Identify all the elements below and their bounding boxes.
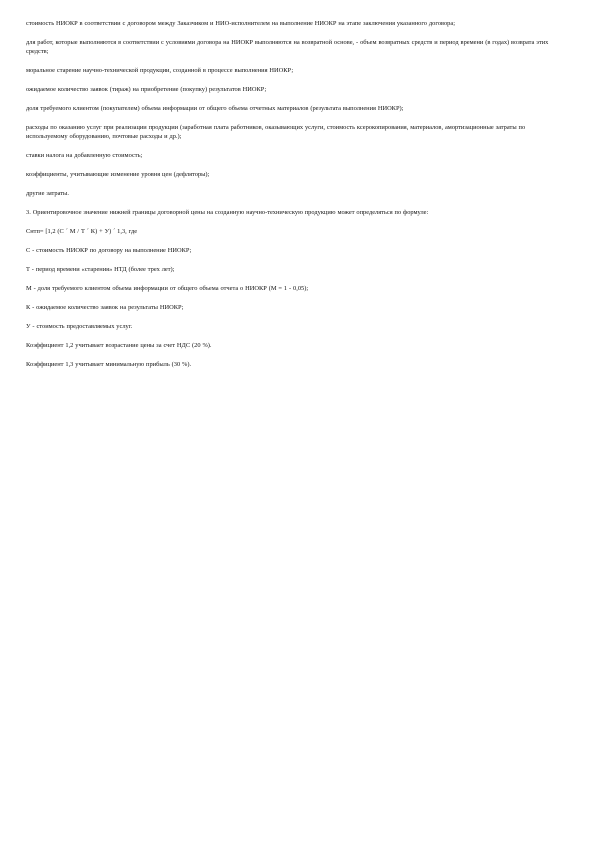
paragraph-coefficient-profit: Коэффициент 1,3 учитывает минимальную прибыль (30 %). <box>26 361 192 368</box>
paragraph-expected-orders: ожидаемое количество заявок (тираж) на приобретение (покупку) результатов НИОКР; <box>26 86 267 93</box>
paragraph-other-costs: другие затраты. <box>26 190 69 197</box>
paragraph-price-formula-intro: 3. Ориентировочное значение нижней границы договорной цены на созданную научно-техническую продукцию может определяться по формуле: <box>26 209 429 216</box>
paragraph-returnable-funds: для работ, которые выполняются в соответствии с условиями договора на НИОКР выполняются на возвратной основе, - объем возвратных средств и период времени (в годах) возврата этих средств; <box>26 39 549 55</box>
paragraph-service-expenses: расходы по оказанию услуг при реализации продукции (заработная плата работников, оказывающих услуги, стоимость ксерокопирования, материалов, амортизационные затраты по используемому оборудованию, почтовые расходы и др.); <box>26 124 526 140</box>
paragraph-contract-cost: стоимость НИОКР в соответствии с договором между Заказчиком и НИО-исполнителем на выполнение НИОКР на этапе заключения указанного договора; <box>26 20 455 27</box>
paragraph-vat-rates: ставки налога на добавленную стоимость; <box>26 152 143 159</box>
paragraph-definition-u: У - стоимость предоставляемых услуг. <box>26 323 133 330</box>
paragraph-deflators: коэффициенты, учитывающие изменение уровня цен (дефляторы); <box>26 171 210 178</box>
paragraph-definition-t: Т - период времени «старения» НТД (более трех лет); <box>26 266 175 273</box>
document-body <box>26 19 566 379</box>
paragraph-definition-k: К - ожидаемое количество заявок на результаты НИОКР; <box>26 304 184 311</box>
paragraph-definition-c: С - стоимость НИОКР по договору на выполнение НИОКР; <box>26 247 192 254</box>
paragraph-definition-m: М - доля требуемого клиентом объема информации от общего объема отчета о НИОКР (М = 1 - 0,05); <box>26 285 309 292</box>
paragraph-information-share: доля требуемого клиентом (покупателем) объема информации от общего объема отчетных материалов (результата выполнения НИОКР); <box>26 105 404 112</box>
paragraph-obsolescence: моральное старение научно-технической продукции, созданной в процессе выполнения НИОКР; <box>26 67 294 74</box>
paragraph-coefficient-vat: Коэффициент 1,2 учитывает возрастание цены за счет НДС (20 %). <box>26 342 212 349</box>
paragraph-price-formula: Снтп= [1,2 (С ´ М / Т ´ К) + У) ´ 1,3, где <box>26 228 138 235</box>
